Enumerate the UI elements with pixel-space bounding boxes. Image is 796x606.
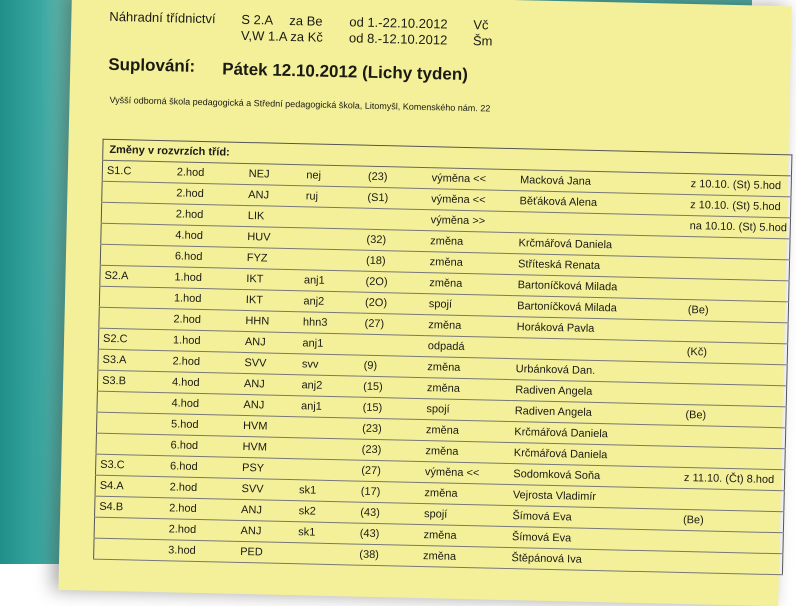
teacher-cell: Bartoníčková Milada: [513, 275, 684, 300]
action-cell: změna: [423, 357, 512, 380]
group-cell: [301, 207, 363, 229]
hour-cell: 2.hod: [168, 351, 240, 374]
note-cell: [685, 236, 790, 259]
line2-class: V,W 1.A za Kč: [240, 27, 324, 45]
class-cell: S4.B: [95, 496, 166, 519]
group-cell: sk1: [294, 522, 356, 544]
action-cell: změna: [419, 525, 508, 548]
note-cell: [678, 551, 783, 574]
class-cell: S3.C: [95, 454, 166, 477]
action-cell: výměna <<: [427, 168, 516, 191]
table-body: [94, 160, 792, 575]
line2-period: od 8.-12.10.2012: [348, 30, 448, 48]
line1-class: S 2.A: [241, 11, 274, 28]
note-cell: [680, 446, 785, 469]
teacher-cell: Vejrosta Vladimír: [509, 485, 680, 510]
title-date: Pátek 12.10.2012 (Lichy tyden): [222, 59, 469, 85]
subject-cell: HUV: [243, 226, 301, 248]
group-cell: [295, 459, 357, 481]
action-cell: výměna >>: [426, 210, 515, 233]
teacher-cell: Stříteská Renata: [514, 254, 685, 279]
subject-cell: HVM: [239, 415, 297, 437]
hour-cell: 2.hod: [165, 477, 237, 500]
line1-period: od 1.-22.10.2012: [349, 14, 448, 32]
teacher-cell: Urbánková Dan.: [512, 359, 683, 384]
room-cell: (32): [362, 229, 426, 251]
room-cell: [360, 334, 424, 356]
subject-cell: ANJ: [244, 184, 302, 206]
note-cell: na 10.10. (St) 5.hod: [685, 215, 790, 238]
action-cell: změna: [423, 378, 512, 401]
subject-cell: ANJ: [239, 394, 297, 416]
subject-cell: SVV: [240, 352, 298, 374]
line2-initials: Šm: [472, 33, 493, 49]
subject-cell: PSY: [238, 457, 296, 479]
subject-cell: IKT: [242, 289, 300, 311]
hour-cell: 1.hod: [170, 288, 242, 311]
teacher-cell: Krčmářová Daniela: [514, 233, 685, 258]
teacher-cell: Macková Jana: [516, 170, 687, 195]
class-cell: S1.C: [102, 160, 173, 183]
group-cell: sk1: [295, 480, 357, 502]
action-cell: změna: [422, 420, 511, 443]
hour-cell: 2.hod: [165, 498, 237, 521]
subject-cell: SVV: [237, 478, 295, 500]
room-cell: (27): [357, 460, 421, 482]
teacher-cell: Horáková Pavla: [512, 317, 683, 342]
class-cell: S2.C: [98, 328, 169, 351]
room-cell: (43): [356, 502, 420, 524]
group-cell: nej: [302, 165, 364, 187]
subject-cell: ANJ: [237, 499, 295, 521]
action-cell: změna: [420, 483, 509, 506]
note-cell: (Be): [679, 509, 784, 532]
action-cell: změna: [426, 252, 515, 275]
subject-cell: PED: [236, 541, 294, 563]
action-cell: změna: [424, 315, 513, 338]
class-cell: [101, 202, 172, 225]
room-cell: (23): [358, 418, 422, 440]
group-cell: [293, 543, 355, 565]
note-cell: [682, 383, 787, 406]
subject-cell: ANJ: [240, 373, 298, 395]
action-cell: odpadá: [424, 336, 513, 359]
changes-table: [93, 139, 792, 576]
subject-cell: ANJ: [236, 520, 294, 542]
group-cell: ruj: [302, 186, 364, 208]
class-cell: [94, 538, 165, 561]
class-cell: [102, 181, 173, 204]
room-cell: (S1): [363, 187, 427, 209]
action-cell: změna: [425, 273, 514, 296]
room-cell: (15): [359, 376, 423, 398]
subject-cell: LIK: [244, 205, 302, 227]
subject-cell: HHN: [241, 310, 299, 332]
group-cell: anj1: [300, 270, 362, 292]
room-cell: (18): [362, 250, 426, 272]
hour-cell: 4.hod: [168, 372, 240, 395]
teacher-cell: Štěpánová Iva: [507, 548, 678, 573]
group-cell: anj1: [298, 333, 360, 355]
subject-cell: NEJ: [244, 163, 302, 185]
group-cell: [300, 249, 362, 271]
group-cell: hhn3: [299, 312, 361, 334]
hour-cell: 2.hod: [172, 204, 244, 227]
room-cell: (2O): [361, 292, 425, 314]
class-cell: [96, 433, 167, 456]
group-cell: anj1: [297, 396, 359, 418]
teacher-cell: Sodomková Soňa: [509, 464, 680, 489]
class-cell: [101, 223, 172, 246]
class-cell: [94, 517, 165, 540]
class-cell: S4.A: [95, 475, 166, 498]
note-cell: [681, 425, 786, 448]
school-name: Vyšší odborná škola pedagogická a Střední pedagogická škola, Litomyšl, Komenského nám. 22: [109, 94, 491, 114]
note-cell: [684, 257, 789, 280]
class-cell: [99, 286, 170, 309]
note-cell: [679, 488, 784, 511]
note-cell: (Be): [681, 404, 786, 427]
teacher-cell: Šímová Eva: [508, 506, 679, 531]
subject-cell: FYZ: [243, 247, 301, 269]
group-cell: [296, 438, 358, 460]
note-cell: (Kč): [683, 341, 788, 364]
hour-cell: 6.hod: [166, 456, 238, 479]
group-cell: anj2: [297, 375, 359, 397]
hour-cell: 2.hod: [164, 519, 236, 542]
note-cell: z 11.10. (Čt) 8.hod: [680, 467, 785, 490]
room-cell: (38): [355, 544, 419, 566]
hour-cell: 6.hod: [171, 246, 243, 269]
class-cell: [100, 244, 171, 267]
action-cell: výměna <<: [427, 189, 516, 212]
hour-cell: 3.hod: [164, 540, 236, 563]
action-cell: změna: [421, 441, 510, 464]
teacher-cell: Radiven Angela: [511, 380, 682, 405]
class-cell: S3.A: [98, 349, 169, 372]
action-cell: výměna <<: [421, 462, 510, 485]
document-page: [58, 0, 791, 606]
room-cell: [363, 208, 427, 230]
teacher-cell: Krčmářová Daniela: [510, 422, 681, 447]
note-cell: [684, 278, 789, 301]
teacher-cell: Krčmářová Daniela: [510, 443, 681, 468]
room-cell: (9): [359, 355, 423, 377]
hour-cell: 2.hod: [169, 309, 241, 332]
room-cell: (2O): [361, 271, 425, 293]
group-cell: anj2: [299, 291, 361, 313]
title-label: Suplování:: [108, 54, 196, 76]
line1-who: za Be: [289, 12, 323, 29]
note-cell: z 10.10. (St) 5.hod: [686, 173, 791, 196]
class-cell: S3.B: [97, 370, 168, 393]
note-cell: (Be): [684, 299, 789, 322]
room-cell: (27): [360, 313, 424, 335]
action-cell: spojí: [420, 504, 509, 527]
class-cell: S2.A: [100, 265, 171, 288]
action-cell: změna: [419, 546, 508, 569]
group-cell: sk2: [294, 501, 356, 523]
hour-cell: 5.hod: [167, 414, 239, 437]
hour-cell: 1.hod: [169, 330, 241, 353]
teacher-cell: Radiven Angela: [511, 401, 682, 426]
substitute-label: Náhradní třídnictví: [109, 8, 216, 27]
group-cell: [296, 417, 358, 439]
teacher-cell: Běťáková Alena: [515, 191, 686, 216]
subject-cell: IKT: [242, 268, 300, 290]
group-cell: [301, 228, 363, 250]
class-cell: [96, 412, 167, 435]
group-cell: svv: [298, 354, 360, 376]
hour-cell: 4.hod: [167, 393, 239, 416]
note-cell: z 10.10. (St) 5.hod: [686, 194, 791, 217]
class-cell: [97, 391, 168, 414]
subject-cell: ANJ: [241, 331, 299, 353]
hour-cell: 1.hod: [170, 267, 242, 290]
class-cell: [99, 307, 170, 330]
note-cell: [682, 362, 787, 385]
table-heading: Změny v rozvrzích tříd:: [103, 139, 792, 176]
room-cell: (23): [358, 439, 422, 461]
teacher-cell: Šímová Eva: [508, 527, 679, 552]
room-cell: (43): [356, 523, 420, 545]
room-cell: (17): [357, 481, 421, 503]
hour-cell: 2.hod: [172, 183, 244, 206]
note-cell: [678, 530, 783, 553]
action-cell: spojí: [425, 294, 514, 317]
teacher-cell: Bartoníčková Milada: [513, 296, 684, 321]
subject-cell: HVM: [238, 436, 296, 458]
action-cell: změna: [426, 231, 515, 254]
hour-cell: 2.hod: [173, 162, 245, 185]
hour-cell: 4.hod: [171, 225, 243, 248]
room-cell: (15): [358, 397, 422, 419]
action-cell: spojí: [422, 399, 511, 422]
hour-cell: 6.hod: [166, 435, 238, 458]
note-cell: [683, 320, 788, 343]
room-cell: (23): [364, 166, 428, 188]
line1-initials: Vč: [473, 17, 489, 33]
